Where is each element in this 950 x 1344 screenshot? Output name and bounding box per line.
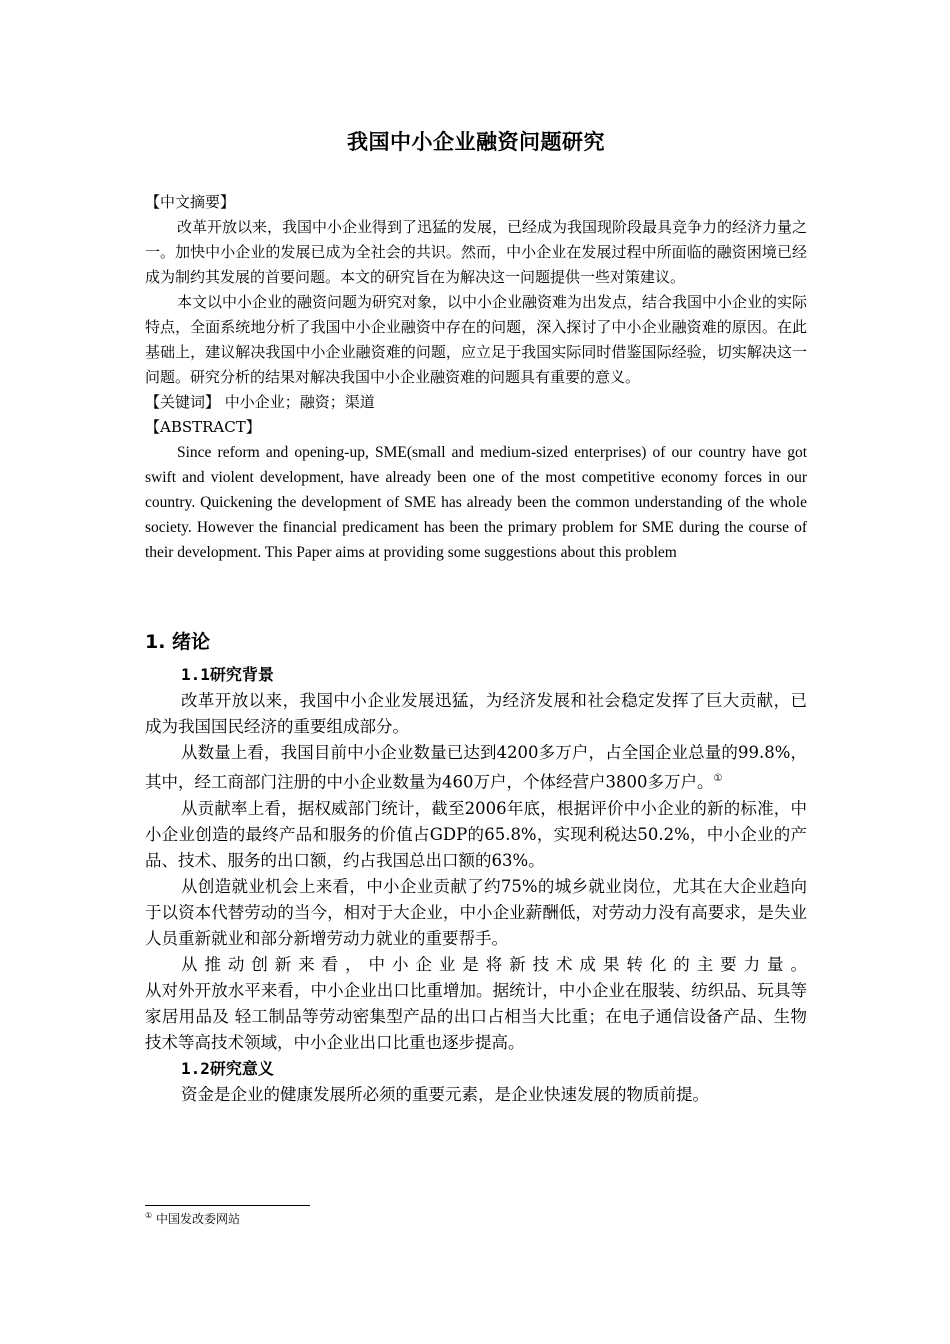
footnote-text: 中国发改委网站 [152,1212,240,1226]
footnote-mark: ① [145,1211,153,1220]
abstract-en-label: 【ABSTRACT】 [145,418,261,436]
background-paragraph-2-text: 从数量上看，我国目前中小企业数量已达到4200多万户，占全国企业总量的99.8%，其中，经工商部门注册的中小企业数量为460万户，个体经营户3800多万户。 [145,743,807,792]
background-paragraph-3: 从贡献率上看，据权威部门统计，截至2006年底，根据评价中小企业的新的标准，中小企业创造的最终产品和服务的价值占GDP的65.8%，实现利税达50.2%，中小企业的产品、技术、服务的出口额，约占我国总出口额的63%。 [145,798,807,870]
page-title: 我国中小企业融资问题研究 [347,130,605,154]
keywords-line [145,390,807,415]
keywords-text: 中小企业；融资；渠道 [220,393,375,411]
section-1-1-heading: 1.1研究背景 [181,665,274,684]
background-paragraph-1: 改革开放以来，我国中小企业发展迅猛，为经济发展和社会稳定发挥了巨大贡献，已成为我国国民经济的重要组成部分。 [145,691,807,736]
section-1-heading: 1. 绪论 [145,631,211,653]
footnote-separator [145,1205,310,1206]
keywords-label: 【关键词】 [145,393,221,411]
background-paragraph-2 [145,740,807,796]
significance-paragraph-1: 资金是企业的健康发展所必须的重要元素，是企业快速发展的物质前提。 [181,1084,709,1104]
abstract-cn-label: 【中文摘要】 [145,193,236,211]
chinese-abstract [145,190,807,440]
background-paragraph-5b: 从对外开放水平来看，中小企业出口比重增加。据统计，中小企业在服装、纺织品、玩具等家居用品及 轻工制品等劳动密集型产品的出口占相当大比重；在电子通信设备产品、生物技术等高技术领域，中小企业出口比重也逐步提高。 [145,980,807,1052]
background-paragraph-5a: 从推动创新来看，中小企业是将新技术成果转化的主要力量。 [181,954,807,974]
footnote-reference[interactable]: ① [713,773,723,784]
abstract-en-paragraph: Since reform and opening-up, SME(small and medium-sized enterprises) of our country have got swift and violent development, have already been one of the most competitive economy forces in our country. Quickening the development of SME has already been the common understanding of the whole society. However the financial predicament has been the primary problem for SME during the course of their development. This Paper aims at providing some suggestions about this problem [145,444,807,561]
abstract-cn-paragraph-2: 本文以中小企业的融资问题为研究对象，以中小企业融资难为出发点，结合我国中小企业的实际特点，全面系统地分析了我国中小企业融资中存在的问题，深入探讨了中小企业融资难的原因。在此基础上，建议解决我国中小企业融资难的问题，应立足于我国实际同时借鉴国际经验，切实解决这一问题。研究分析的结果对解决我国中小企业融资难的问题具有重要的意义。 [145,293,808,386]
footnote [145,1210,240,1227]
section-1-2-heading: 1.2研究意义 [181,1058,274,1078]
abstract-cn-paragraph-1: 改革开放以来，我国中小企业得到了迅猛的发展，已经成为我国现阶段最具竞争力的经济力量之一。加快中小企业的发展已成为全社会的共识。然而，中小企业在发展过程中所面临的融资困境已经成为制约其发展的首要问题。本文的研究旨在为解决这一问题提供一些对策建议。 [145,218,808,286]
background-paragraph-4: 从创造就业机会上来看，中小企业贡献了约75%的城乡就业岗位，尤其在大企业趋向于以资本代替劳动的当今，相对于大企业，中小企业薪酬低，对劳动力没有高要求，是失业人员重新就业和部分新增劳动力就业的重要帮手。 [145,876,807,948]
page-content [145,126,807,1108]
